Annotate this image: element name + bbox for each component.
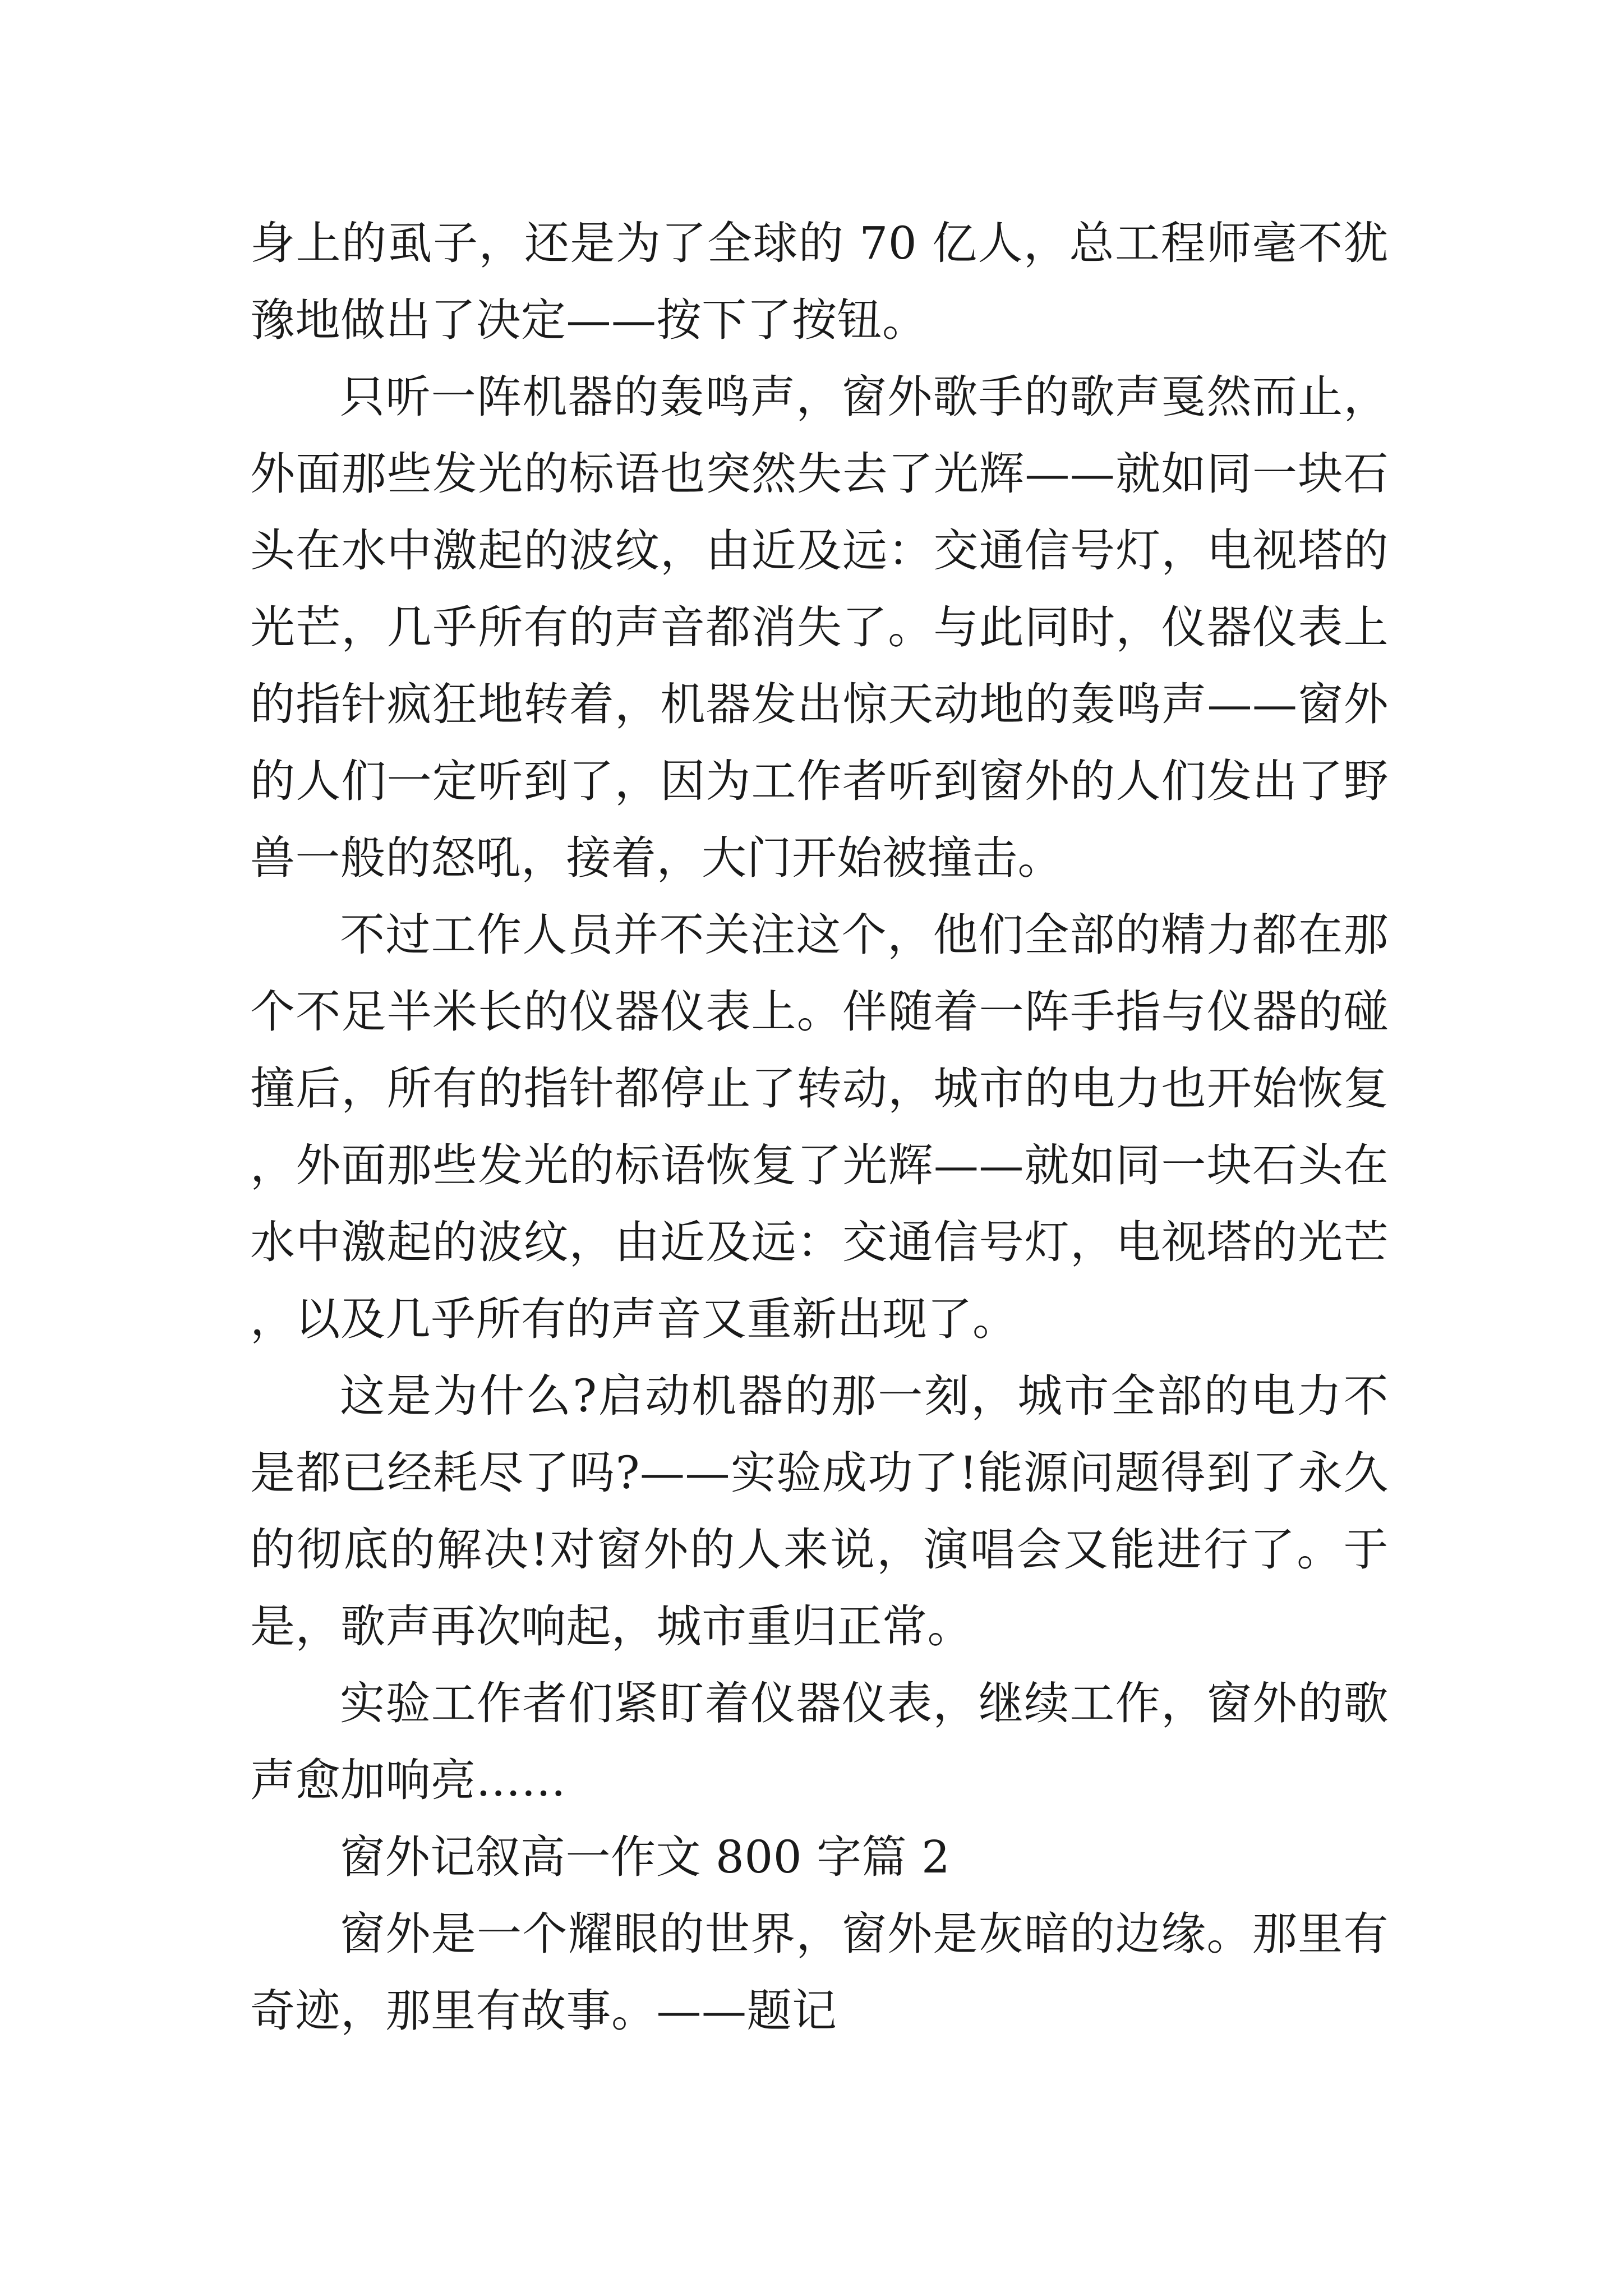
- paragraph-epigraph: 窗外是一个耀眼的世界，窗外是灰暗的边缘。那里有奇迹，那里有故事。——题记: [250, 1908, 1389, 2037]
- paragraph-experiment-success: 这是为什么?启动机器的那一刻，城市全部的电力不是都已经耗尽了吗?——实验成功了!能源问题得到了永久的彻底的解决!对窗外的人来说，演唱会又能进行了。于是，歌声再次响起，城市重归正常。: [250, 1370, 1389, 1653]
- section-heading: 窗外记叙高一作文 800 字篇 2: [340, 1831, 951, 1883]
- paragraph-continue-work: 实验工作者们紧盯着仪器仪表，继续工作，窗外的歌声愈加响亮……: [250, 1677, 1389, 1806]
- paragraph-machine-roar: 只听一阵机器的轰鸣声，窗外歌手的歌声戛然而止，外面那些发光的标语也突然失去了光辉——就如同一块石头在水中激起的波纹，由近及远：交通信号灯，电视塔的光芒，几乎所有的声音都消失了。与此同时，仪器仪表上的指针疯狂地转着，机器发出惊天动地的轰鸣声——窗外的人们一定听到了，因为工作者听到窗外的人们发出了野兽一般的怒吼，接着，大门开始被撞击。: [250, 371, 1389, 884]
- document-body: [250, 205, 1389, 2049]
- paragraph-instrument-focus: 不过工作人员并不关注这个，他们全部的精力都在那个不足半米长的仪器仪表上。伴随着一阵手指与仪器的碰撞后，所有的指针都停止了转动，城市的电力也开始恢复，外面那些发光的标语恢复了光辉——就如同一块石头在水中激起的波纹，由近及远：交通信号灯，电视塔的光芒，以及几乎所有的声音又重新出现了。: [250, 909, 1389, 1345]
- paragraph-continuation: 身上的虱子，还是为了全球的 70 亿人，总工程师毫不犹豫地做出了决定——按下了按钮。: [250, 217, 1389, 346]
